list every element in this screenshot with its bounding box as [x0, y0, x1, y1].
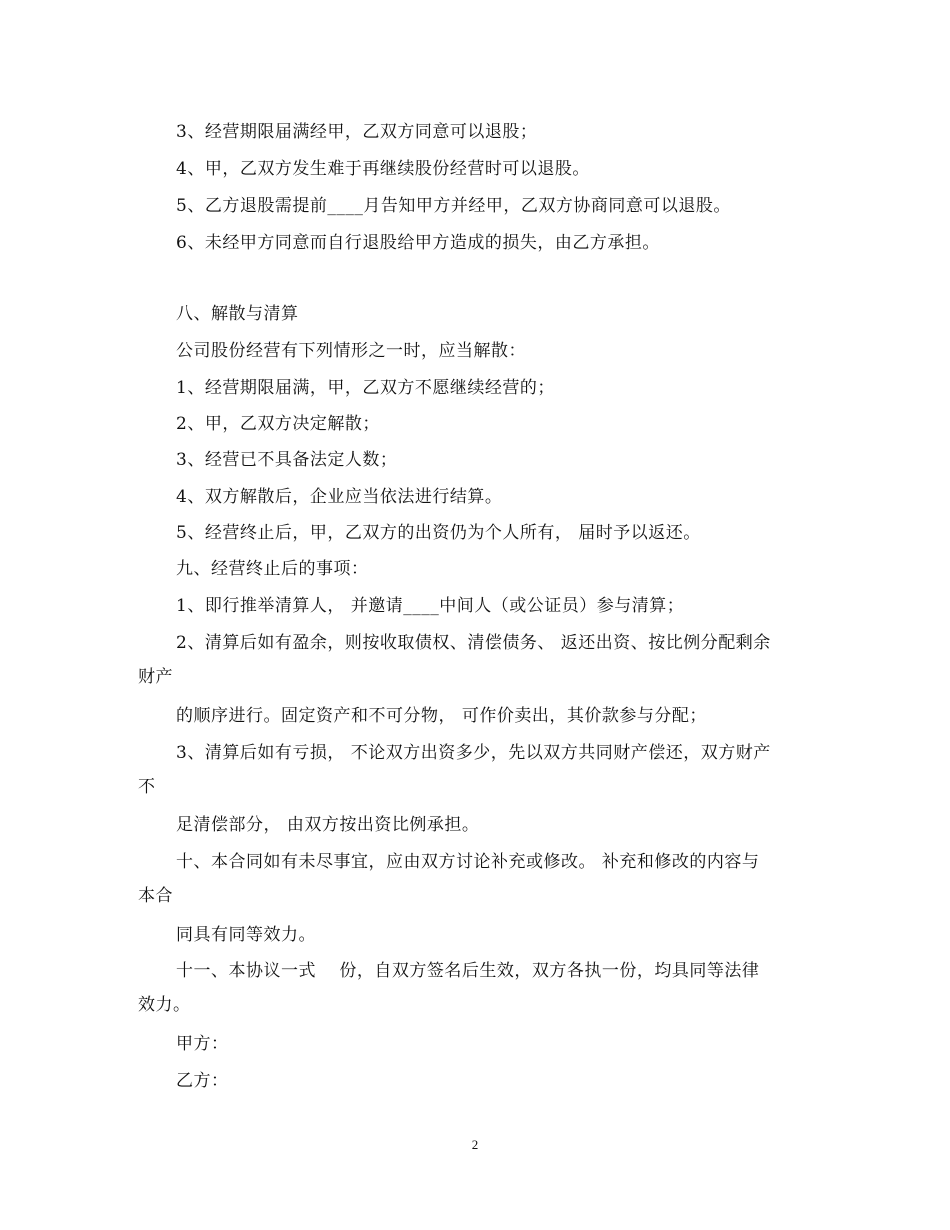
clause-line: 足清偿部分， 由双方按出资比例承担。 — [176, 815, 480, 835]
clause-line-wrap: 不 — [138, 777, 156, 797]
clause-line: 4、甲，乙双方发生难于再继续股份经营时可以退股。 — [176, 159, 590, 179]
clause-line: 2、甲，乙双方决定解散； — [176, 414, 380, 434]
party-a-label: 甲方： — [176, 1034, 229, 1054]
clause-line: 的顺序进行。固定资产和不可分物， 可作价卖出，其价款参与分配； — [176, 706, 707, 726]
clause-line-wrap: 本合 — [138, 886, 173, 906]
clause-line: 2、清算后如有盈余，则按收取债权、清偿债务、 返还出资、按比例分配剩余 — [176, 633, 771, 653]
section-heading: 九、经营终止后的事项： — [176, 559, 369, 579]
page-number: 2 — [471, 1137, 479, 1152]
clause-line: 公司股份经营有下列情形之一时，应当解散： — [176, 341, 526, 361]
section-heading: 八、解散与清算 — [176, 304, 299, 324]
clause-line-wrap: 效力。 — [138, 995, 191, 1015]
clause-line: 3、经营已不具备法定人数； — [176, 450, 398, 470]
clause-line: 5、经营终止后，甲，乙双方的出资仍为个人所有， 届时予以返还。 — [176, 523, 701, 543]
clause-line: 3、清算后如有亏损， 不论双方出资多少，先以双方共同财产偿还，双方财产 — [176, 743, 771, 763]
clause-line: 1、即行推举清算人， 并邀请____中间人（或公证员）参与清算； — [176, 596, 685, 616]
clause-line: 1、经营期限届满，甲，乙双方不愿继续经营的； — [176, 378, 555, 398]
party-b-label: 乙方： — [176, 1071, 229, 1091]
clause-line-wrap: 财产 — [138, 667, 173, 687]
clause-line: 5、乙方退股需提前____月告知甲方并经甲，乙双方协商同意可以退股。 — [176, 196, 731, 216]
clause-line: 4、双方解散后，企业应当依法进行结算。 — [176, 487, 503, 507]
section-heading: 十一、本协议一式 份，自双方签名后生效，双方各执一份，均具同等法律 — [176, 961, 760, 981]
clause-line: 同具有同等效力。 — [176, 925, 316, 945]
section-heading: 十、本合同如有未尽事宜，应由双方讨论补充或修改。 补充和修改的内容与 — [176, 852, 760, 872]
clause-line: 3、经营期限届满经甲，乙双方同意可以退股； — [176, 122, 538, 142]
clause-line: 6、未经甲方同意而自行退股给甲方造成的损失，由乙方承担。 — [176, 233, 660, 253]
